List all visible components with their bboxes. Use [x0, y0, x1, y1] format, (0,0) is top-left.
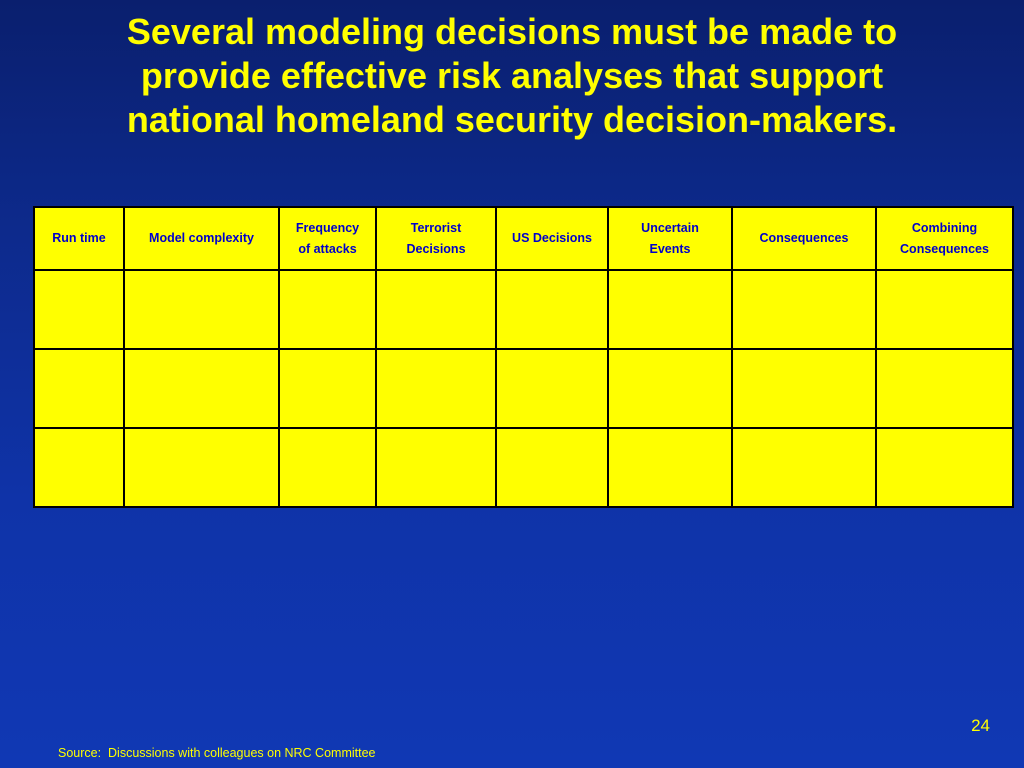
column-header — [376, 207, 496, 270]
table-cell — [732, 428, 876, 507]
slide-title — [40, 10, 984, 142]
column-header-label: Combining — [911, 220, 978, 235]
column-header-label: Terrorist — [410, 220, 462, 235]
table-cell — [279, 428, 376, 507]
page-number: 24 — [971, 716, 990, 735]
table-row — [34, 270, 1013, 349]
table-cell — [124, 428, 279, 507]
table-cell — [34, 349, 124, 428]
column-header-label: Decisions — [406, 241, 466, 256]
table-cell — [34, 270, 124, 349]
column-header-label: Model complexity — [149, 231, 254, 245]
title-line: Several modeling decisions must be made to — [126, 11, 898, 52]
table-cell — [376, 428, 496, 507]
table-header-row — [34, 207, 1013, 270]
table-cell — [279, 349, 376, 428]
title-line: national homeland security decision-makers. — [126, 99, 898, 140]
table-cell — [732, 270, 876, 349]
column-header — [876, 207, 1013, 270]
table-row — [34, 349, 1013, 428]
table-cell — [608, 428, 732, 507]
table-cell — [496, 428, 608, 507]
column-header-label: Run time — [52, 231, 106, 245]
table-cell — [124, 270, 279, 349]
column-header-label: Consequences — [900, 241, 989, 256]
column-header-label: Frequency — [295, 220, 360, 235]
column-header-label: US Decisions — [512, 231, 592, 245]
column-header — [496, 207, 608, 270]
column-header — [124, 207, 279, 270]
decision-table — [33, 206, 1014, 508]
table-cell — [279, 270, 376, 349]
table-cell — [376, 349, 496, 428]
table-cell — [496, 270, 608, 349]
table-cell — [876, 349, 1013, 428]
table-cell — [732, 349, 876, 428]
table-cell — [608, 270, 732, 349]
table-row — [34, 428, 1013, 507]
source-note: Source: Discussions with colleagues on NRC Committee — [58, 746, 376, 760]
title-line: provide effective risk analyses that support — [140, 55, 884, 96]
table-cell — [496, 349, 608, 428]
table-cell — [876, 428, 1013, 507]
column-header — [34, 207, 124, 270]
table-cell — [124, 349, 279, 428]
column-header-label: of attacks — [298, 241, 357, 256]
column-header — [279, 207, 376, 270]
column-header-label: Uncertain — [641, 220, 699, 235]
table-cell — [876, 270, 1013, 349]
table-cell — [376, 270, 496, 349]
column-header-label: Events — [649, 241, 691, 256]
table-cell — [608, 349, 732, 428]
column-header — [732, 207, 876, 270]
column-header — [608, 207, 732, 270]
table-cell — [34, 428, 124, 507]
column-header-label: Consequences — [759, 231, 849, 245]
